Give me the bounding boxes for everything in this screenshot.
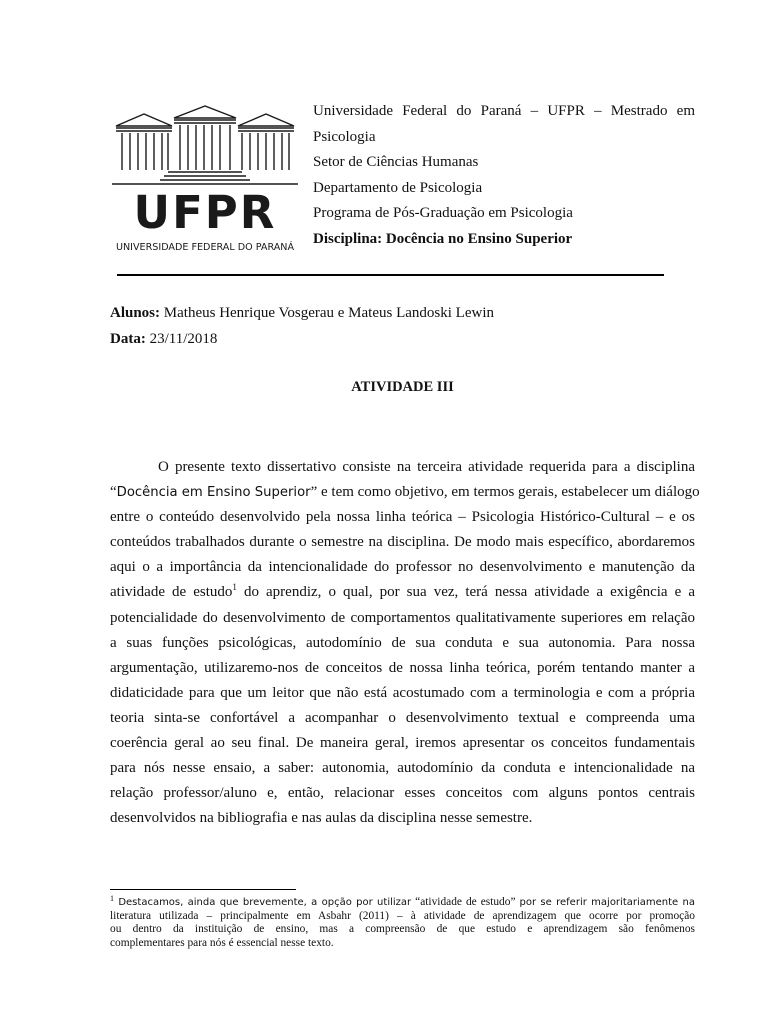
date-label: Data: (110, 331, 146, 347)
footnote-line-1-c: por se referir majoritariamente na (519, 897, 695, 908)
quote-open: “ (110, 484, 117, 501)
footnote-marker: 1 (110, 894, 114, 903)
body-line-4: conteúdos trabalhados durante o semestre na disciplina. De modo mais específico, abordaremos (110, 534, 695, 551)
body-line-2-rest: ” e tem como objetivo, em termos gerais, estabelecer um diálogo (310, 484, 700, 501)
body-line-13: para nós nesse ensaio, a saber: autonomia, autodomínio da conduta e intencionalidade na (110, 760, 695, 777)
logo-caption: UNIVERSIDADE FEDERAL DO PARANÁ (115, 242, 295, 253)
program-line: Programa de Pós-Graduação em Psicologia (313, 205, 573, 221)
footnote-line-3: ou dentro da instituição de ensino, mas a compreensão de que estudo e aprendizagem são fenômenos (110, 923, 695, 936)
body-line-3: entre o conteúdo desenvolvido pela nossa linha teórica – Psicologia Histórico-Cultural – e os (110, 509, 695, 526)
discipline-line: Disciplina: Docência no Ensino Superior (313, 230, 573, 247)
body-line-6 (110, 580, 695, 605)
department-line: Departamento de Psicologia (313, 179, 483, 196)
footnote-ref[interactable]: 1 (232, 582, 237, 593)
body-line-9: argumentação, utilizaremo-nos de conceitos de nossa linha teórica, porém tentando manter a (110, 659, 695, 676)
body-line-11: teoria sinta-se confortável a acompanhar o desenvolvimento textual e compreenda uma (110, 709, 695, 726)
body-line-1: O presente texto dissertativo consiste na terceira atividade requerida para a disciplina (158, 459, 695, 475)
footnote-line-1-b: “atividade de estudo” (411, 896, 520, 908)
institution-line-2: Psicologia (313, 128, 376, 145)
body-paragraph (110, 455, 700, 831)
footnote-line-2: literatura utilizada – principalmente em Asbahr (2011) – à atividade de aprendizagem que ocorre por promoção (110, 909, 695, 922)
course-name: Docência em Ensino Superior (116, 485, 311, 501)
students-label: Alunos: (110, 305, 161, 321)
students-value: Matheus Henrique Vosgerau e Mateus Landoski Lewin (160, 305, 494, 321)
footnote (110, 896, 695, 950)
students-line (110, 303, 494, 323)
body-line-6-rest: do aprendiz, o qual, por sua vez, terá nessa atividade a exigência e a (236, 584, 696, 601)
body-line-6-start: atividade de estudo (110, 584, 233, 601)
body-line-14: relação professor/aluno e, então, relacionar esses conceitos com alguns pontos centrais (110, 785, 695, 802)
footnote-line-1-a: Destacamos, ainda que brevemente, a opção por utilizar (114, 897, 412, 908)
header-divider (117, 274, 664, 276)
date-line (110, 329, 217, 349)
ufpr-logo (108, 104, 302, 254)
footnote-line-4: complementares para nós é essencial nesse texto. (110, 936, 334, 949)
institution-line-1: Universidade Federal do Paraná – UFPR – Mestrado em (313, 103, 695, 119)
body-line-15: desenvolvidos na bibliografia e nas aulas da disciplina nesse semestre. (110, 810, 533, 827)
body-line-2 (110, 480, 700, 505)
body-line-12: coerência geral ao seu final. De maneira geral, iremos apresentar os conceitos fundamentais (110, 735, 695, 752)
footnote-line-1 (110, 896, 695, 910)
body-line-7: potencialidade do desenvolvimento de comportamentos qualitativamente superiores em relação (110, 609, 695, 626)
institution-header (313, 99, 695, 252)
activity-title: ATIVIDADE III (351, 379, 454, 395)
body-line-8: a suas funções psicológicas, autodomínio de sua conduta e sua autonomia. Para nossa (110, 634, 695, 651)
body-line-10: didaticidade para que um leitor que não está acostumado com a terminologia e com a própria (110, 684, 695, 701)
building-icon (112, 106, 298, 184)
date-value: 23/11/2018 (145, 331, 218, 347)
footnote-divider (110, 889, 296, 890)
logo-letters: UFPR (133, 186, 277, 239)
body-line-5: aqui o a importância da intencionalidade do professor no desenvolvimento e manutenção da (110, 559, 695, 576)
sector-line: Setor de Ciências Humanas (313, 154, 479, 170)
